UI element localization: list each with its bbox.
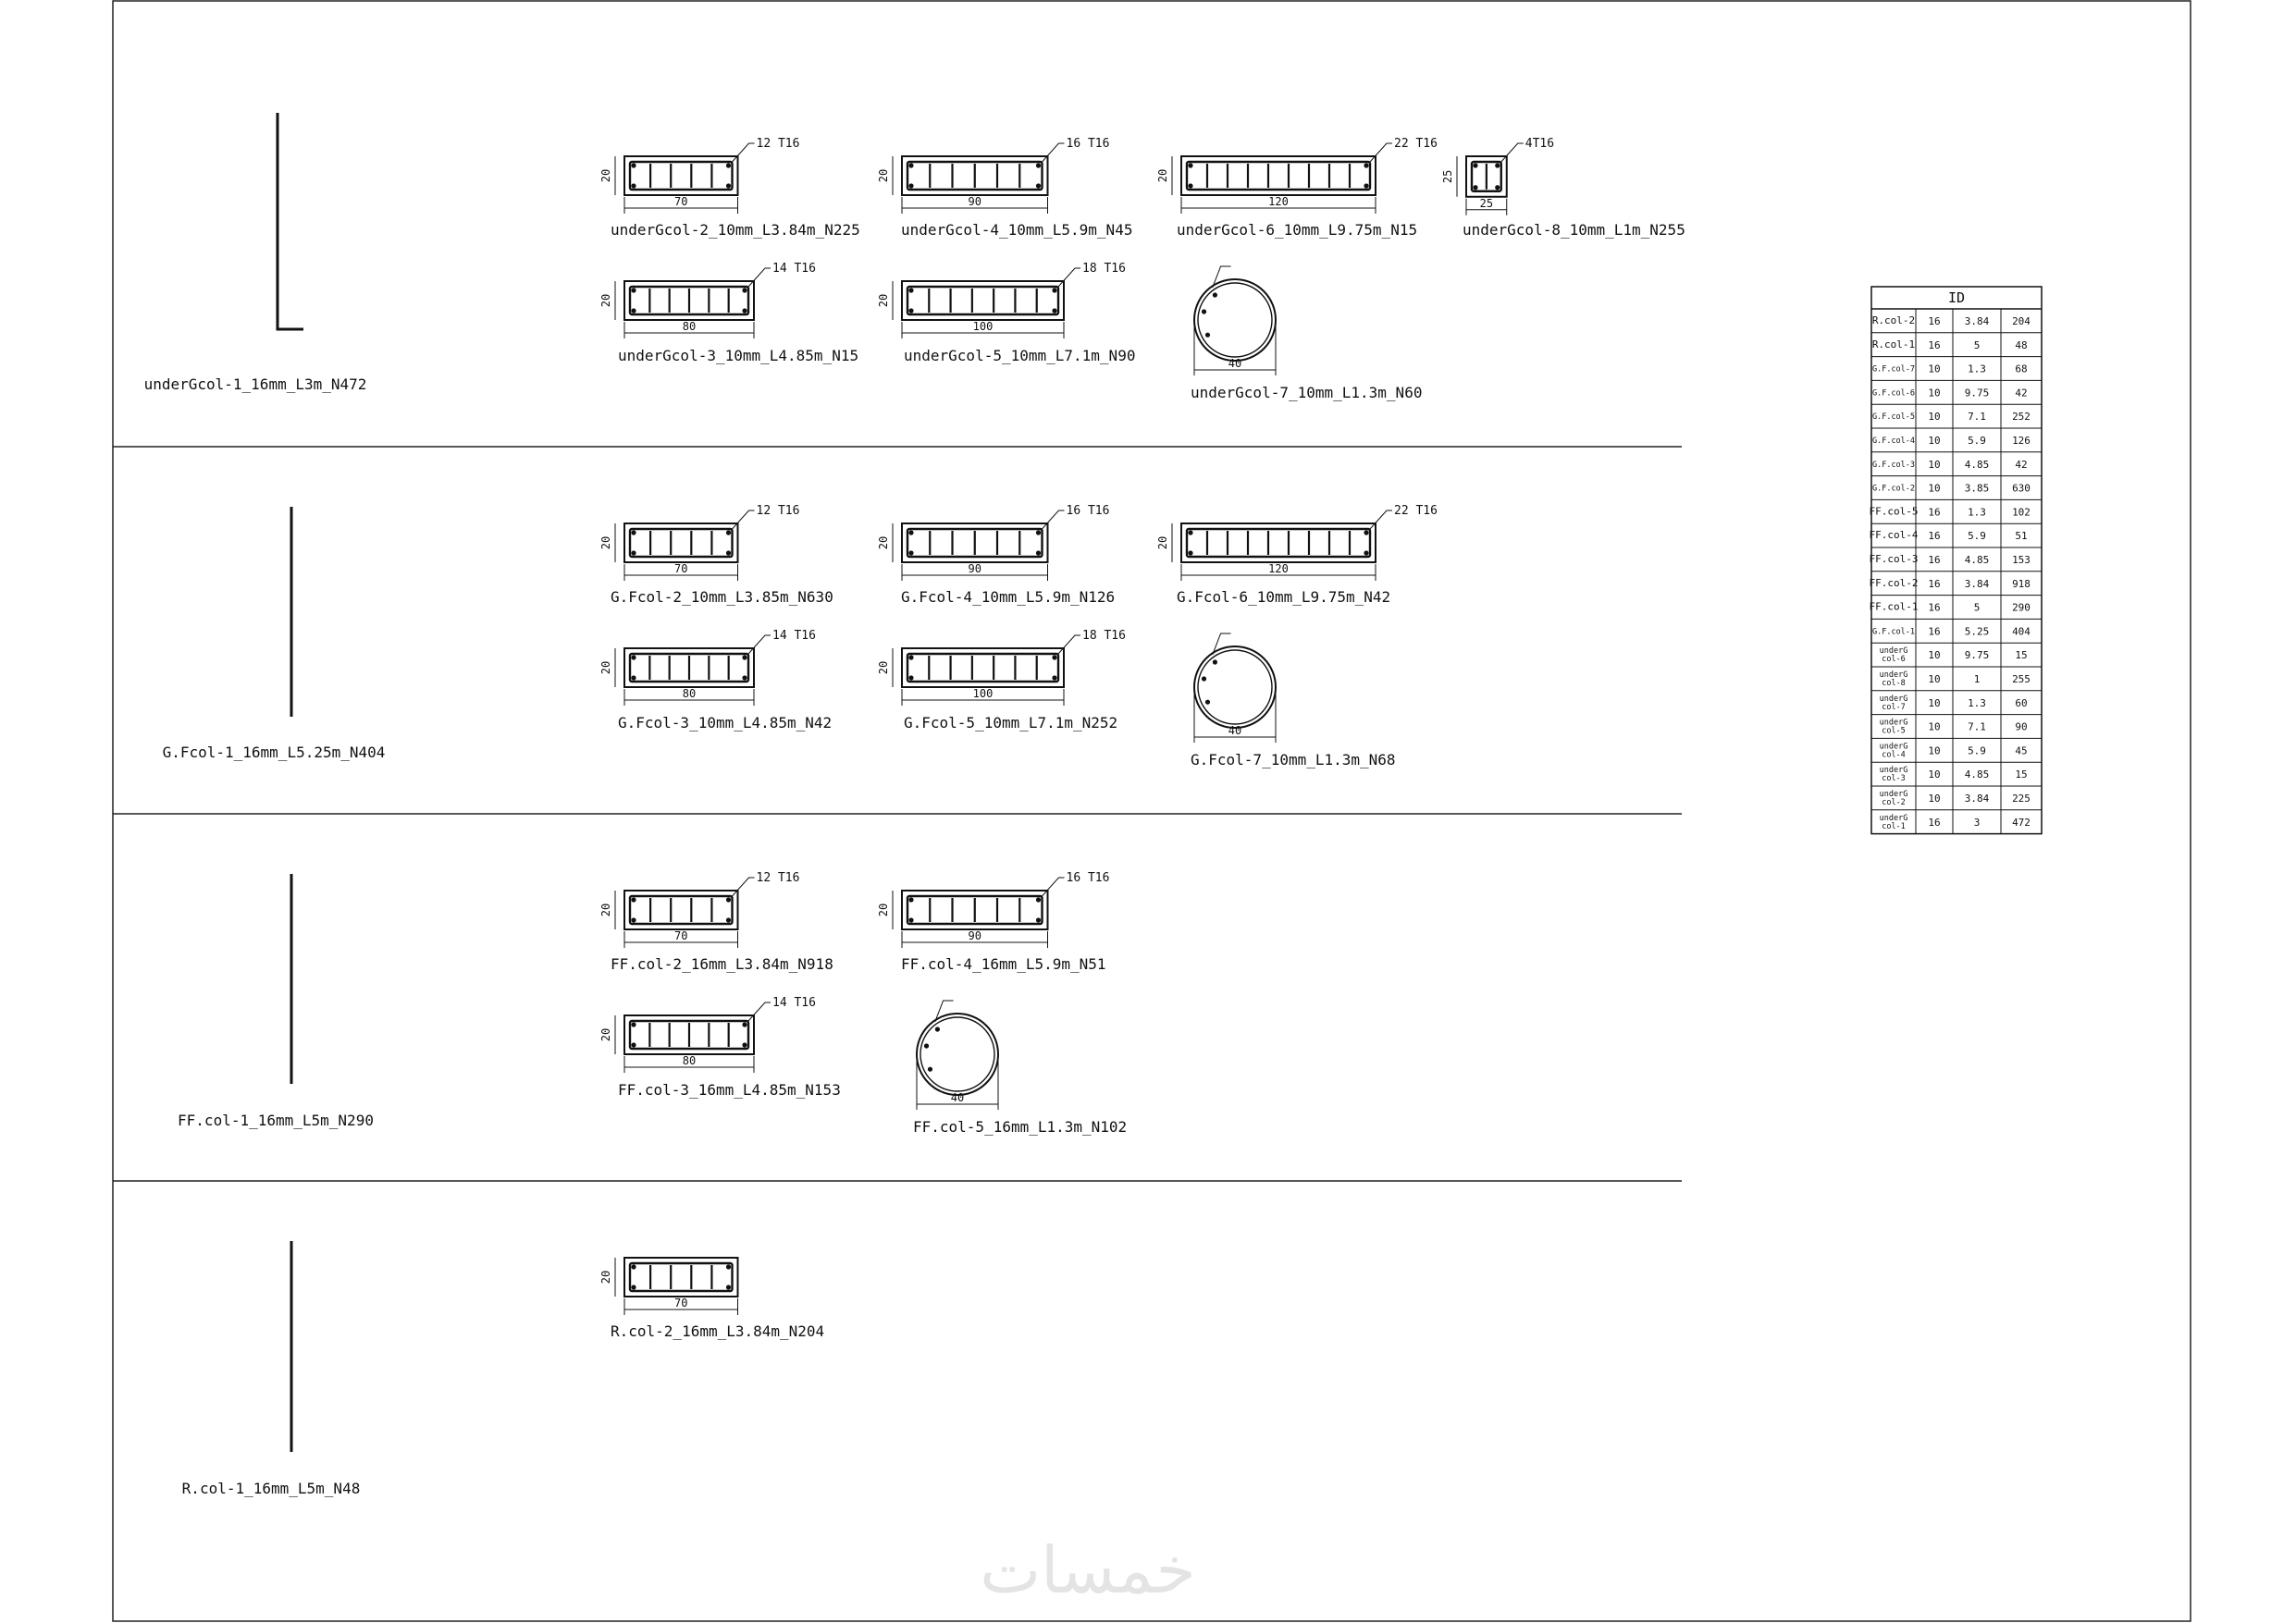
table-cell: 7.1: [1968, 411, 1986, 424]
height-dimension: 20: [877, 903, 890, 917]
width-dimension: 90: [968, 195, 981, 208]
rebar-dot: [631, 530, 636, 535]
section-label: underGcol-5_10mm_L7.1m_N90: [904, 347, 1136, 364]
rebar-dot: [742, 655, 747, 659]
width-dimension: 70: [674, 195, 688, 208]
rebar-dot: [1364, 183, 1368, 188]
column-section: [1156, 504, 1438, 606]
rebar-dot: [631, 308, 636, 313]
rebar-dot: [631, 1264, 636, 1269]
rebar-dot: [1188, 163, 1192, 167]
width-dimension: 80: [682, 1054, 697, 1067]
table-cell: 68: [2015, 363, 2028, 375]
table-cell: 252: [2012, 411, 2031, 424]
rebar-dot: [1364, 550, 1368, 555]
table-cell: 9.75: [1964, 649, 1990, 662]
table-cell: underG col-5: [1879, 718, 1908, 736]
table-cell: 10: [1928, 387, 1941, 400]
table-cell: 90: [2015, 720, 2028, 733]
stirrup: [1187, 529, 1370, 557]
column-section: [599, 137, 860, 239]
rebar-dot: [1495, 185, 1500, 190]
rebar-dot: [631, 163, 636, 167]
height-dimension: 20: [1156, 535, 1169, 550]
rebar-dot: [742, 1022, 747, 1027]
rebar-dot: [631, 288, 636, 292]
stirrup: [630, 896, 733, 924]
table-cell: underG col-8: [1879, 670, 1908, 688]
section-FF: [178, 871, 1127, 1136]
table-cell: 51: [2015, 530, 2028, 543]
spiral-stirrup: [920, 1017, 994, 1091]
table-cell: 48: [2015, 338, 2028, 351]
section-label: G.Fcol-3_10mm_L4.85m_N42: [618, 714, 833, 732]
rebar-dot: [726, 183, 731, 188]
table-cell: 10: [1928, 744, 1941, 757]
width-dimension: 80: [682, 320, 697, 333]
column-section: [599, 1258, 824, 1340]
rebar-callout: 16 T16: [1066, 504, 1110, 518]
table-cell: 4.85: [1964, 554, 1990, 566]
table-cell: 5.9: [1968, 744, 1986, 757]
rebar-dot: [631, 1022, 636, 1027]
table-cell: 3.84: [1964, 315, 1990, 327]
rebar-dot: [1036, 917, 1041, 922]
rebar-dot: [908, 675, 913, 680]
table-cell: 16: [1928, 816, 1941, 829]
rebar-dot: [1052, 675, 1056, 680]
rebar-callout: 18 T16: [1082, 629, 1126, 643]
width-dimension: 100: [972, 320, 994, 333]
column-section: [599, 629, 832, 732]
leader-line: [1043, 878, 1065, 896]
rebar-dot: [631, 1042, 636, 1047]
rebar-dot: [908, 897, 913, 902]
width-dimension: 70: [674, 1297, 688, 1309]
height-dimension: 20: [1156, 168, 1169, 183]
rebar-dot: [1036, 530, 1041, 535]
section-label: G.Fcol-4_10mm_L5.9m_N126: [901, 588, 1116, 606]
table-cell: 15: [2015, 649, 2028, 662]
table-cell: 3.85: [1964, 482, 1990, 495]
spiral-stirrup: [1198, 283, 1272, 357]
rebar-callout: 16 T16: [1066, 871, 1110, 885]
rebar-dot: [631, 897, 636, 902]
rebar-schedule-table: [1870, 287, 2042, 834]
table-cell: 42: [2015, 387, 2028, 400]
table-cell: 153: [2012, 554, 2031, 566]
rebar-dot: [1052, 655, 1056, 659]
column-section: [599, 262, 858, 364]
circular-outline: [1194, 646, 1276, 728]
section-label: underGcol-4_10mm_L5.9m_N45: [901, 221, 1133, 239]
rebar-dot: [1188, 530, 1192, 535]
watermark-text: خمسات: [980, 1532, 1196, 1608]
table-cell: 3.84: [1964, 793, 1990, 805]
height-dimension: 20: [599, 293, 612, 308]
rebar-dot: [908, 655, 913, 659]
rebar-dot: [1364, 530, 1368, 535]
table-cell: FF.col-5: [1869, 505, 1919, 518]
table-cell: G.F.col-6: [1871, 388, 1916, 399]
stirrup: [630, 162, 733, 190]
rebar-dot: [924, 1043, 929, 1048]
stirrup: [630, 1263, 733, 1291]
table-cell: 102: [2012, 506, 2031, 519]
rebar-callout: 14 T16: [772, 629, 816, 643]
rebar-dot: [631, 550, 636, 555]
leader-line: [733, 878, 755, 896]
rebar-dot: [1213, 292, 1217, 297]
section-underG: [144, 113, 1685, 401]
leader-line: [748, 268, 771, 287]
column-section: [1191, 633, 1396, 768]
table-cell: 225: [2012, 793, 2031, 805]
rebar-dot: [742, 675, 747, 680]
section-label: FF.col-5_16mm_L1.3m_N102: [913, 1118, 1128, 1136]
column-section: [599, 504, 833, 606]
column-section: [913, 1001, 1127, 1136]
table-cell: 10: [1928, 649, 1941, 662]
section-R: [182, 1241, 825, 1497]
rebar-dot: [631, 1285, 636, 1289]
table-cell: 4.85: [1964, 458, 1990, 471]
table-cell: 472: [2012, 816, 2031, 829]
section-label: G.Fcol-5_10mm_L7.1m_N252: [904, 714, 1118, 732]
table-cell: G.F.col-3: [1871, 460, 1916, 470]
table-cell: 15: [2015, 768, 2028, 781]
section-label: FF.col-4_16mm_L5.9m_N51: [901, 955, 1106, 973]
diameter-dimension: 40: [950, 1091, 965, 1104]
leader-line: [1370, 510, 1392, 529]
rebar-dot: [1036, 183, 1041, 188]
table-cell: 16: [1928, 338, 1941, 351]
circular-outline: [917, 1014, 998, 1095]
rebar-dot: [742, 1042, 747, 1047]
section-label: FF.col-2_16mm_L3.84m_N918: [611, 955, 833, 973]
table-cell: FF.col-4: [1869, 529, 1919, 542]
table-cell: 16: [1928, 554, 1941, 566]
section-label: underGcol-8_10mm_L1m_N255: [1463, 221, 1685, 239]
leader-line: [748, 1002, 771, 1021]
width-dimension: 70: [674, 562, 688, 575]
table-cell: underG col-6: [1879, 646, 1908, 665]
width-dimension: 90: [968, 562, 981, 575]
table-cell: 630: [2012, 482, 2031, 495]
table-cell: 255: [2012, 673, 2031, 685]
column-section: [877, 504, 1115, 606]
rebar-dot: [1473, 163, 1477, 167]
leader-line: [1043, 143, 1065, 162]
table-cell: 9.75: [1964, 387, 1990, 400]
table-cell: 10: [1928, 696, 1941, 709]
rebar-dot: [742, 288, 747, 292]
table-cell: 126: [2012, 435, 2031, 447]
rebar-dot: [631, 917, 636, 922]
section-label: G.Fcol-7_10mm_L1.3m_N68: [1191, 751, 1396, 768]
column-section: [599, 996, 841, 1099]
table-cell: 204: [2012, 315, 2031, 327]
rebar-dot: [908, 550, 913, 555]
height-dimension: 20: [599, 168, 612, 183]
rebar-dot: [1473, 185, 1477, 190]
table-cell: 10: [1928, 482, 1941, 495]
table-cell: 1.3: [1968, 506, 1986, 519]
leader-line: [1501, 143, 1524, 162]
table-cell: 5.9: [1968, 530, 1986, 543]
stirrup: [907, 287, 1058, 314]
rebar-dot: [726, 917, 731, 922]
table-cell: 16: [1928, 530, 1941, 543]
section-label: G.Fcol-6_10mm_L9.75m_N42: [1177, 588, 1391, 606]
table-cell: underG col-4: [1879, 742, 1908, 760]
table-cell: G.F.col-7: [1871, 364, 1916, 375]
bent-bar-label: FF.col-1_16mm_L5m_N290: [178, 1112, 374, 1129]
rebar-dot: [1202, 676, 1206, 681]
rebar-callout: 4T16: [1524, 137, 1555, 151]
rebar-dot: [1205, 333, 1210, 338]
table-cell: 4.85: [1964, 768, 1990, 781]
table-cell: G.F.col-1: [1871, 627, 1916, 637]
rebar-callout: 16 T16: [1066, 137, 1110, 151]
table-cell: 10: [1928, 673, 1941, 685]
table-cell: FF.col-2: [1869, 576, 1919, 589]
rebar-dot: [726, 1264, 731, 1269]
column-section: [599, 871, 833, 973]
rebar-callout: 22 T16: [1394, 504, 1438, 518]
width-dimension: 100: [972, 687, 994, 700]
table-cell: R.col-1: [1871, 338, 1916, 350]
bar-shape: [278, 113, 303, 329]
spiral-stirrup: [1198, 650, 1272, 724]
stirrup: [630, 529, 733, 557]
rebar-dot: [726, 550, 731, 555]
stirrup: [907, 654, 1058, 682]
stirrup: [1187, 162, 1370, 190]
section-GF: [163, 504, 1438, 768]
rebar-dot: [908, 308, 913, 313]
width-dimension: 80: [682, 687, 697, 700]
table-cell: 10: [1928, 411, 1941, 424]
leader-line: [1058, 635, 1080, 654]
column-section: [877, 629, 1126, 732]
drawing-frame: [113, 1, 2191, 1621]
height-dimension: 25: [1441, 169, 1454, 184]
table-cell: 16: [1928, 601, 1941, 614]
table-cell: 5: [1973, 601, 1981, 614]
rebar-dot: [742, 308, 747, 313]
rebar-dot: [726, 1285, 731, 1289]
leader-line: [748, 635, 771, 654]
rebar-callout: 12 T16: [756, 137, 800, 151]
table-cell: 10: [1928, 768, 1941, 781]
width-dimension: 120: [1268, 195, 1289, 208]
table-cell: 16: [1928, 577, 1941, 590]
section-label: underGcol-2_10mm_L3.84m_N225: [611, 221, 860, 239]
rebar-dot: [908, 183, 913, 188]
rebar-dot: [726, 897, 731, 902]
table-cell: FF.col-3: [1869, 553, 1919, 565]
table-cell: FF.col-1: [1869, 600, 1919, 613]
rebar-dot: [726, 163, 731, 167]
width-dimension: 25: [1479, 196, 1494, 210]
table-cell: 5: [1973, 338, 1981, 351]
table-cell: 1.3: [1968, 363, 1986, 375]
table-cell: 10: [1928, 793, 1941, 805]
table-cell: underG col-1: [1879, 813, 1908, 831]
table-cell: 7.1: [1968, 720, 1986, 733]
table-cell: 16: [1928, 506, 1941, 519]
rebar-dot: [1188, 550, 1192, 555]
diameter-dimension: 40: [1228, 724, 1242, 737]
diameter-dimension: 40: [1228, 357, 1242, 370]
table-cell: G.F.col-5: [1871, 412, 1916, 423]
leader-line: [1370, 143, 1392, 162]
width-dimension: 90: [968, 929, 981, 942]
rebar-callout: 14 T16: [772, 262, 816, 276]
leader-line: [733, 510, 755, 529]
circular-outline: [1194, 279, 1276, 361]
column-section: [1156, 137, 1438, 239]
table-cell: 5.25: [1964, 625, 1990, 638]
column-section: [877, 871, 1109, 973]
rebar-dot: [1495, 163, 1500, 167]
table-cell: 42: [2015, 458, 2028, 471]
table-cell: 10: [1928, 363, 1941, 375]
rebar-dot: [1036, 897, 1041, 902]
height-dimension: 20: [599, 660, 612, 675]
rebar-dot: [935, 1027, 940, 1031]
rebar-callout: 22 T16: [1394, 137, 1438, 151]
column-section: [877, 262, 1135, 364]
rebar-dot: [908, 163, 913, 167]
table-cell: 5.9: [1968, 435, 1986, 447]
rebar-dot: [1188, 183, 1192, 188]
rebar-dot: [1364, 163, 1368, 167]
rebar-dot: [908, 917, 913, 922]
bent-bar-label: R.col-1_16mm_L5m_N48: [181, 1480, 361, 1497]
rebar-dot: [1036, 163, 1041, 167]
column-section: [877, 137, 1132, 239]
table-cell: 404: [2012, 625, 2031, 638]
section-label: underGcol-6_10mm_L9.75m_N15: [1177, 221, 1418, 239]
rebar-dot: [726, 530, 731, 535]
height-dimension: 20: [599, 535, 612, 550]
table-header: ID: [1947, 289, 1966, 306]
table-cell: 60: [2015, 696, 2028, 709]
bent-bar: [278, 113, 303, 329]
section-label: underGcol-7_10mm_L1.3m_N60: [1191, 384, 1423, 401]
table-cell: underG col-7: [1879, 694, 1908, 712]
section-label: G.Fcol-2_10mm_L3.85m_N630: [611, 588, 833, 606]
leader-line: [733, 143, 755, 162]
table-cell: underG col-3: [1879, 766, 1908, 784]
height-dimension: 20: [877, 293, 890, 308]
rebar-callout: 14 T16: [772, 996, 816, 1010]
rebar-dot: [1213, 659, 1217, 664]
table-cell: 918: [2012, 577, 2031, 590]
column-section: [1441, 137, 1685, 239]
section-label: R.col-2_16mm_L3.84m_N204: [611, 1322, 825, 1340]
height-dimension: 20: [877, 168, 890, 183]
height-dimension: 20: [599, 1027, 612, 1042]
rebar-dot: [1202, 309, 1206, 314]
rebar-dot: [908, 288, 913, 292]
width-dimension: 70: [674, 929, 688, 942]
height-dimension: 20: [877, 660, 890, 675]
table-cell: 290: [2012, 601, 2031, 614]
table-cell: 10: [1928, 435, 1941, 447]
rebar-callout: 12 T16: [756, 504, 800, 518]
rebar-dot: [1052, 308, 1056, 313]
table-cell: G.F.col-2: [1871, 484, 1916, 494]
rebar-callout: 18 T16: [1082, 262, 1126, 276]
height-dimension: 20: [599, 1270, 612, 1285]
table-cell: 45: [2015, 744, 2028, 757]
table-cell: 10: [1928, 458, 1941, 471]
leader-line: [1043, 510, 1065, 529]
rebar-dot: [1205, 700, 1210, 705]
table-cell: 3: [1973, 816, 1981, 829]
height-dimension: 20: [599, 903, 612, 917]
section-label: FF.col-3_16mm_L4.85m_N153: [618, 1081, 841, 1099]
table-cell: 10: [1928, 720, 1941, 733]
height-dimension: 20: [877, 535, 890, 550]
rebar-dot: [631, 183, 636, 188]
table-cell: 1.3: [1968, 696, 1986, 709]
rebar-dot: [631, 675, 636, 680]
rebar-callout: 12 T16: [756, 871, 800, 885]
table-cell: G.F.col-4: [1871, 436, 1916, 446]
table-cell: 3.84: [1964, 577, 1990, 590]
table-cell: 16: [1928, 315, 1941, 327]
bent-bar-label: G.Fcol-1_16mm_L5.25m_N404: [162, 744, 386, 761]
table-cell: 1: [1973, 673, 1981, 685]
table-cell: underG col-2: [1879, 790, 1908, 807]
table-cell: R.col-2: [1871, 314, 1916, 326]
rebar-dot: [1052, 288, 1056, 292]
column-section: [1191, 266, 1422, 401]
table-cell: 16: [1928, 625, 1941, 638]
bent-bar-label: underGcol-1_16mm_L3m_N472: [143, 375, 367, 393]
rebar-dot: [928, 1067, 932, 1072]
width-dimension: 120: [1268, 562, 1289, 575]
rebar-dot: [631, 655, 636, 659]
leader-line: [1058, 268, 1080, 287]
rebar-dot: [1036, 550, 1041, 555]
rebar-dot: [908, 530, 913, 535]
section-label: underGcol-3_10mm_L4.85m_N15: [618, 347, 859, 364]
